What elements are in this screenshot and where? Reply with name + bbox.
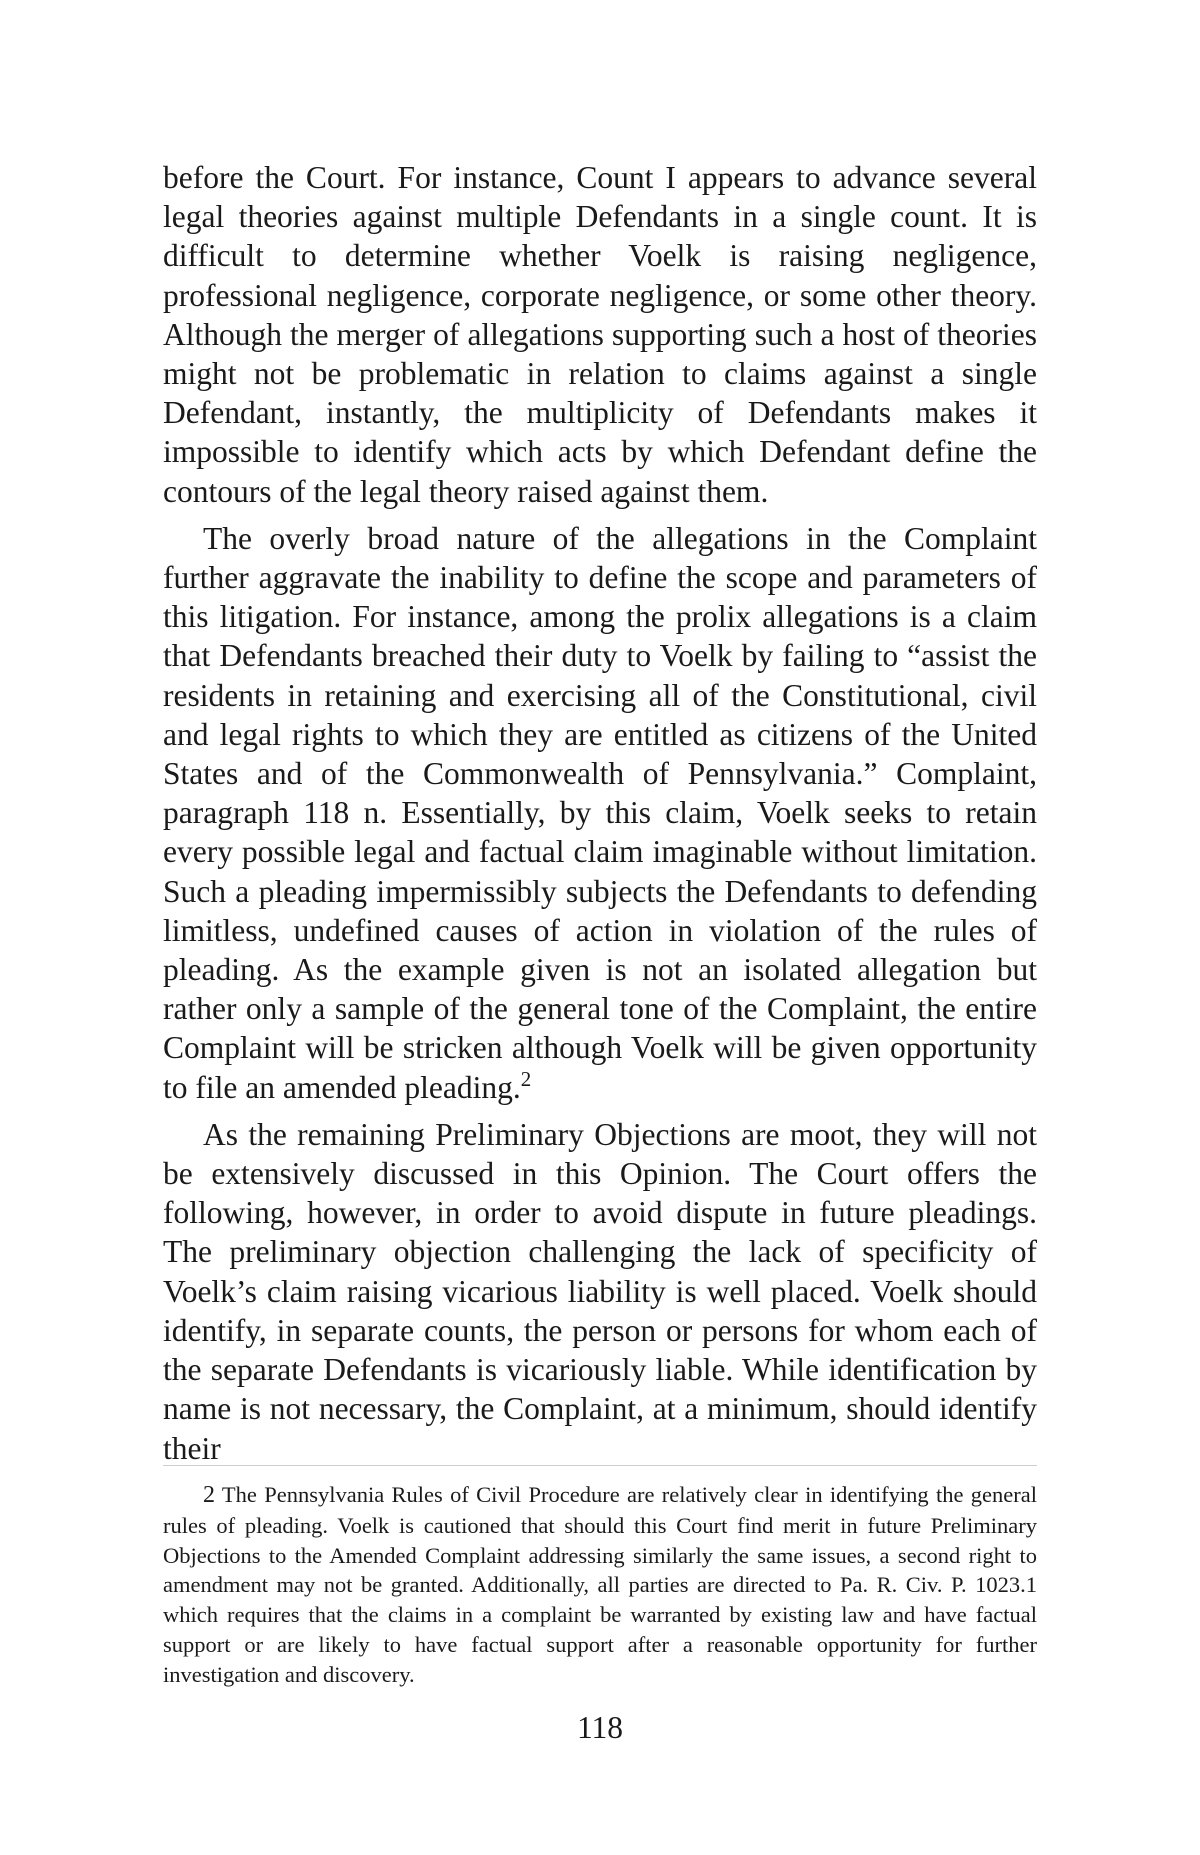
paragraph-2 xyxy=(163,519,1037,1107)
footnote-mark: 2 xyxy=(203,1482,215,1508)
paragraph-2-text: The overly broad nature of the allegations in the Complaint further aggravate the inability to define the scope and parameters of this litigation. For instance, among the prolix allegations is a claim that Defendants breached their duty to Voelk by failing to “assist the residents in retaining and exercising all of the Constitutional, civil and legal rights to which they are entitled as citizens of the United States and of the Commonwealth of Pennsylvania.” Complaint, paragraph 118 n. Essentially, by this claim, Voelk seeks to retain every possible legal and factual claim imaginable without limitation. Such a pleading impermissibly subjects the Defendants to defending limitless, undefined causes of action in violation of the rules of pleading. As the example given is not an isolated allegation but rather only a sample of the general tone of the Complaint, the entire Complaint will be stricken although Voelk will be given opportunity to file an amended pleading. xyxy=(163,520,1037,1105)
footnote-2 xyxy=(163,1480,1037,1690)
paragraph-3 xyxy=(163,1115,1037,1468)
paragraph-1 xyxy=(163,158,1037,511)
footnote-divider xyxy=(163,1465,1037,1466)
page-number: 118 xyxy=(576,1710,624,1745)
footnote-text: The Pennsylvania Rules of Civil Procedure are relatively clear in identifying the general rules of pleading. Voelk is cautioned that should this Court find merit in future Preliminary Objections to the Amended Complaint addressing similarly the same issues, a second right to amendment may not be granted. Additionally, all parties are directed to Pa. R. Civ. P. 1023.1 which requires that the claims in a complaint be warranted by existing law and have factual support or are likely to have factual support after a reasonable opportunity for further investigation and discovery. xyxy=(163,1482,1038,1687)
footnote-reference[interactable]: 2 xyxy=(520,1066,532,1091)
footnote-section xyxy=(163,1480,1037,1690)
paragraph-3-text: As the remaining Preliminary Objections are moot, they will not be extensively discussed in this Opinion. The Court offers the following, however, in order to avoid dispute in future pleadings. The preliminary objection challenging the lack of specificity of Voelk’s claim raising vicarious liability is well placed. Voelk should identify, in separate counts, the person or persons for whom each of the separate Defendants is vicariously liable. While identification by name is not necessary, the Complaint, at a minimum, should identify their xyxy=(163,1116,1037,1466)
paragraph-1-text: before the Court. For instance, Count I appears to advance several legal theories against multiple Defendants in a single count. It is difficult to determine whether Voelk is raising negligence, professional negligence, corporate negligence, or some other theory. Although the merger of allegations supporting such a host of theories might not be problematic in relation to claims against a single Defendant, instantly, the multiplicity of Defendants makes it impossible to identify which acts by which Defendant define the contours of the legal theory raised against them. xyxy=(163,160,1037,509)
body-text xyxy=(163,158,1037,1476)
